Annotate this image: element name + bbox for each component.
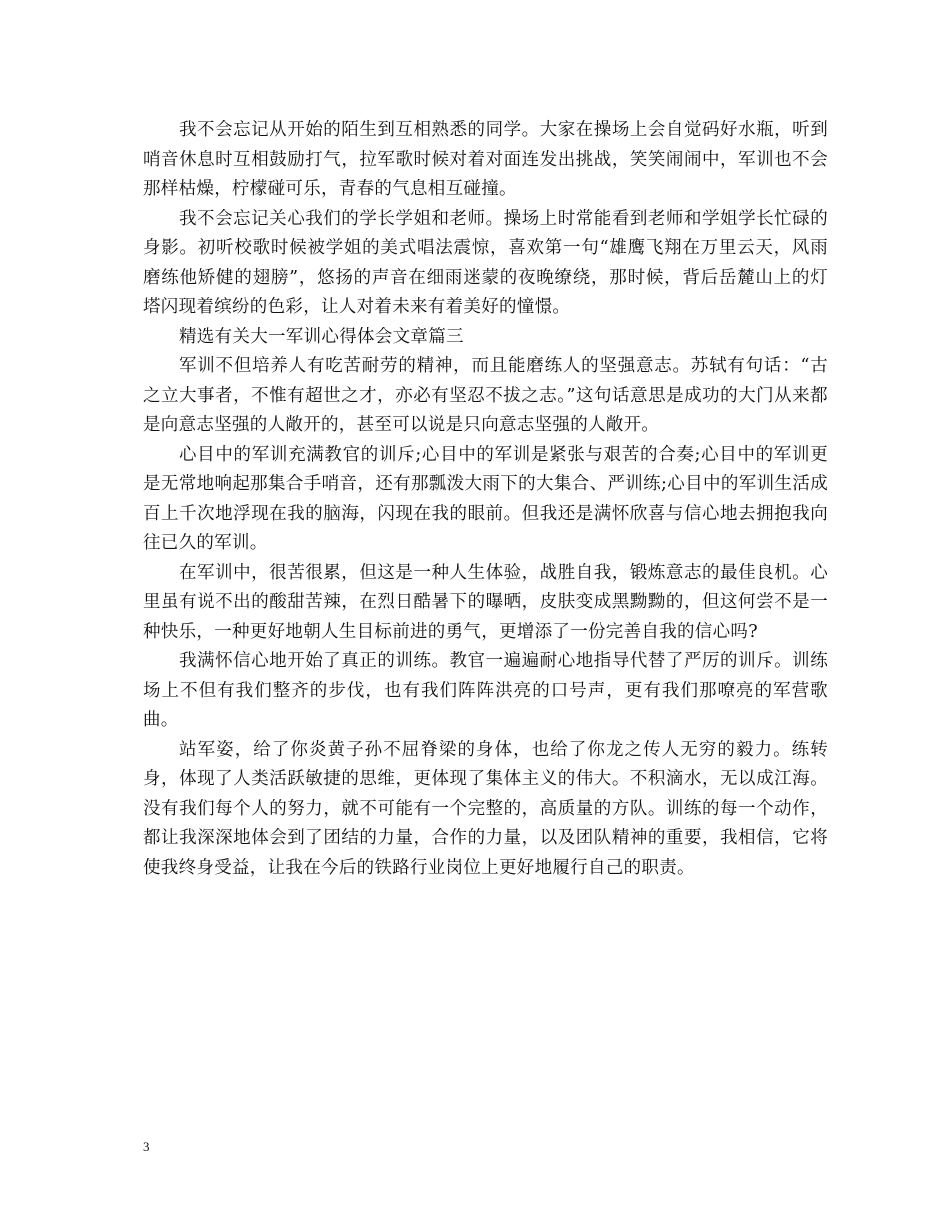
paragraph-seniors-teachers: 我不会忘记关心我们的学长学姐和老师。操场上时常能看到老师和学姐学长忙碌的身影。初听校歌时候被学姐的美式唱法震惊，喜欢第一句“雄鹰飞翔在万里云天，风雨磨练他矫健的翅膀”，悠扬的声音在细雨迷蒙的夜晚缭绕，那时候，背后岳麓山上的灯塔闪现着缤纷的色彩，让人对着未来有着美好的憧憬。 — [143, 208, 828, 317]
paragraph-willpower: 军训不但培养人有吃苦耐劳的精神，而且能磨练人的坚强意志。苏轼有句话：“古之立大事者，不惟有超世之才，亦必有坚忍不拔之志。”这句话意思是成功的大门从来都是向意志坚强的人敞开的，甚至可以说是只向意志坚强的人敞开。 — [143, 356, 828, 435]
paragraph-hardship: 在军训中，很苦很累，但这是一种人生体验，战胜自我，锻炼意志的最佳良机。心里虽有说不出的酸甜苦辣，在烈日酷暑下的曝晒，皮肤变成黑黝黝的，但这何尝不是一种快乐，一种更好地朝人生目标前进的勇气，更增添了一份完善自我的信心吗? — [143, 562, 828, 642]
paragraph-expectations: 心目中的军训充满教官的训斥;心目中的军训是紧张与艰苦的合奏;心目中的军训更是无常地响起那集合手哨音，还有那瓢泼大雨下的大集合、严训练;心目中的军训生活成百上千次地浮现在我的脑海，闪现在我的眼前。但我还是满怀欣喜与信心地去拥抱我向往已久的军训。 — [143, 444, 828, 553]
section-heading: 精选有关大一军训心得体会文章篇三 — [179, 326, 464, 347]
document-body — [143, 116, 828, 883]
paragraph-classmates: 我不会忘记从开始的陌生到互相熟悉的同学。大家在操场上会自觉码好水瓶，听到哨音休息时互相鼓励打气，拉军歌时候对着对面连发出挑战，笑笑闹闹中，军训也不会那样枯燥，柠檬碰可乐，青春的气息相互碰撞。 — [143, 120, 828, 199]
page-number: 3 — [143, 1139, 150, 1154]
paragraph-teamwork: 站军姿，给了你炎黄子孙不屈脊梁的身体，也给了你龙之传人无穷的毅力。练转身，体现了人类活跃敏捷的思维，更体现了集体主义的伟大。不积滴水，无以成江海。没有我们每个人的努力，就不可能有一个完整的，高质量的方队。训练的每一个动作，都让我深深地体会到了团结的力量，合作的力量，以及团队精神的重要，我相信，它将使我终身受益，让我在今后的铁路行业岗位上更好地履行自己的职责。 — [143, 739, 828, 878]
paragraph-training: 我满怀信心地开始了真正的训练。教官一遍遍耐心地指导代替了严厉的训斥。训练场上不但有我们整齐的步伐，也有我们阵阵洪亮的口号声，更有我们那嘹亮的军营歌曲。 — [143, 651, 828, 730]
